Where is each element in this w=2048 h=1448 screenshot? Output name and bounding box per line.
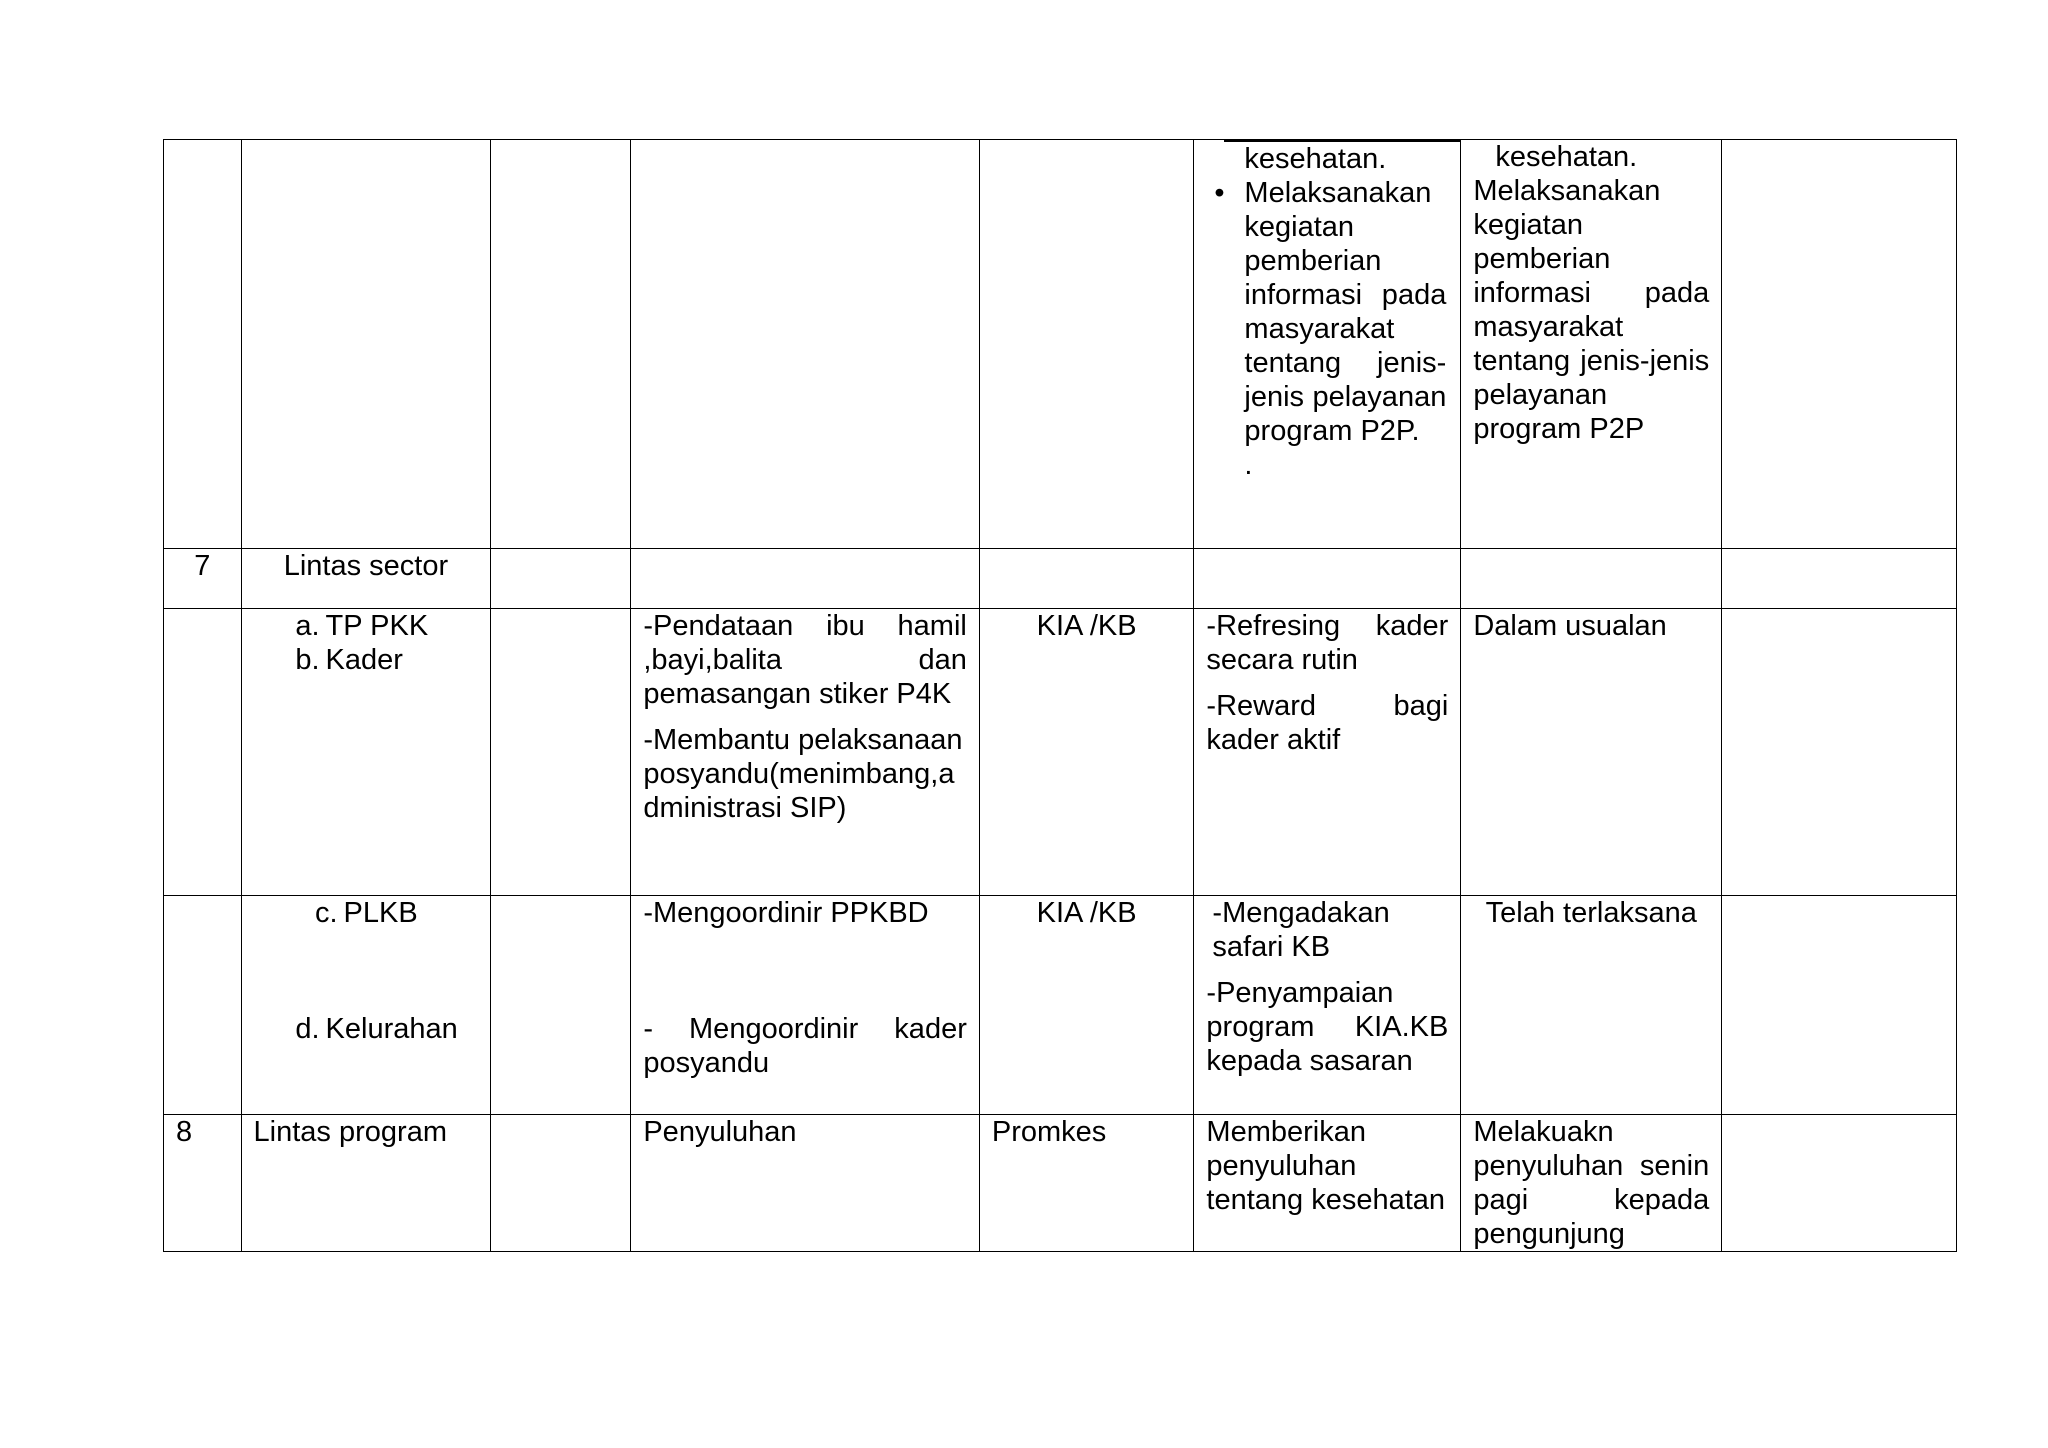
action-text: kesehatan.: [1244, 143, 1387, 175]
cell-no: [164, 609, 242, 896]
cell-notes: [1722, 140, 1957, 549]
status-text: Telah terlaksana: [1461, 896, 1722, 1115]
list-item: [282, 896, 479, 930]
list-marker: a.: [295, 610, 320, 642]
action-text: -Refresing kader secara rutin: [1206, 610, 1449, 676]
cell-no: [164, 896, 242, 1115]
cell-empty: [491, 140, 631, 549]
program-text: KIA /KB: [979, 609, 1194, 896]
bullet-icon: •: [1214, 177, 1225, 209]
cell-empty: [491, 1115, 631, 1252]
status-text: Melaksanakan kegiatan pemberian informasi pada masyarakat tentang jenis-jenis pelayanan program P2P: [1473, 175, 1710, 445]
program-text: Promkes: [979, 1115, 1194, 1252]
list-label: Kelurahan: [325, 1013, 458, 1045]
row-title: Lintas program: [241, 1115, 491, 1252]
row-number: 7: [164, 549, 242, 609]
activity-text: - Mengoordinir kader posyandu: [643, 1013, 967, 1079]
table-row-8: [164, 1115, 1957, 1252]
cell-empty: [491, 549, 631, 609]
table-row-7cd: [164, 896, 1957, 1115]
list-marker: c.: [314, 897, 338, 929]
cell-empty: [1194, 549, 1461, 609]
cell-item: [241, 609, 491, 896]
list-item: [282, 1012, 479, 1046]
list-item: [282, 643, 479, 677]
cell-program: [979, 140, 1194, 549]
list-item: [282, 609, 479, 643]
cell-empty: [1722, 549, 1957, 609]
list-label: PLKB: [343, 897, 418, 929]
cell-notes: [1722, 1115, 1957, 1252]
cell-notes: [1722, 896, 1957, 1115]
cell-action: [1194, 896, 1461, 1115]
list-marker: d.: [295, 1013, 320, 1045]
action-text: Memberikan penyuluhan tentang kesehatan: [1194, 1115, 1461, 1252]
row-title: Lintas sector: [241, 549, 491, 609]
action-text: -Mengadakan safari KB: [1212, 897, 1390, 963]
row-number: 8: [164, 1115, 242, 1252]
cell-empty: [491, 609, 631, 896]
cell-empty: [1461, 549, 1722, 609]
cell-action: [1194, 609, 1461, 896]
cell-item: [241, 140, 491, 549]
status-text: Dalam usualan: [1461, 609, 1722, 896]
status-text: Melakuakn penyuluhan senin pagi kepada pengunjung: [1461, 1115, 1722, 1252]
cell-status: [1461, 140, 1722, 549]
cell-activity: [631, 140, 980, 549]
activity-text: -Membantu pelaksanaan posyandu(menimbang,administrasi SIP): [643, 724, 963, 824]
cell-action: [1194, 140, 1461, 549]
action-text: -Penyampaian program KIA.KB kepada sasaran: [1206, 977, 1449, 1077]
program-text: KIA /KB: [979, 896, 1194, 1115]
cell-empty: [631, 549, 980, 609]
cell-notes: [1722, 609, 1957, 896]
status-text: kesehatan.: [1495, 141, 1638, 173]
activity-text: -Mengoordinir PPKBD: [643, 897, 929, 929]
action-text: -Reward bagi kader aktif: [1206, 690, 1449, 756]
table-row-continued: [164, 140, 1957, 549]
list-label: TP PKK: [325, 610, 429, 642]
table-row-7ab: [164, 609, 1957, 896]
cell-empty: [979, 549, 1194, 609]
activity-text: Penyuluhan: [631, 1115, 980, 1252]
action-text: Melaksanakan kegiatan pemberian informasi pada masyarakat tentang jenis-jenis pelayanan program P2P.: [1244, 177, 1447, 447]
cell-activity: [631, 609, 980, 896]
cell-no: [164, 140, 242, 549]
cell-empty: [491, 896, 631, 1115]
activity-text: -Pendataan ibu hamil ,bayi,balita dan pemasangan stiker P4K: [643, 610, 967, 710]
list-item: [1208, 176, 1446, 482]
list-marker: b.: [295, 644, 320, 676]
cell-activity: [631, 896, 980, 1115]
action-text: .: [1244, 449, 1253, 481]
document-table: [163, 139, 1957, 1252]
list-label: Kader: [325, 644, 403, 676]
cell-item: [241, 896, 491, 1115]
table-row-7: [164, 549, 1957, 609]
